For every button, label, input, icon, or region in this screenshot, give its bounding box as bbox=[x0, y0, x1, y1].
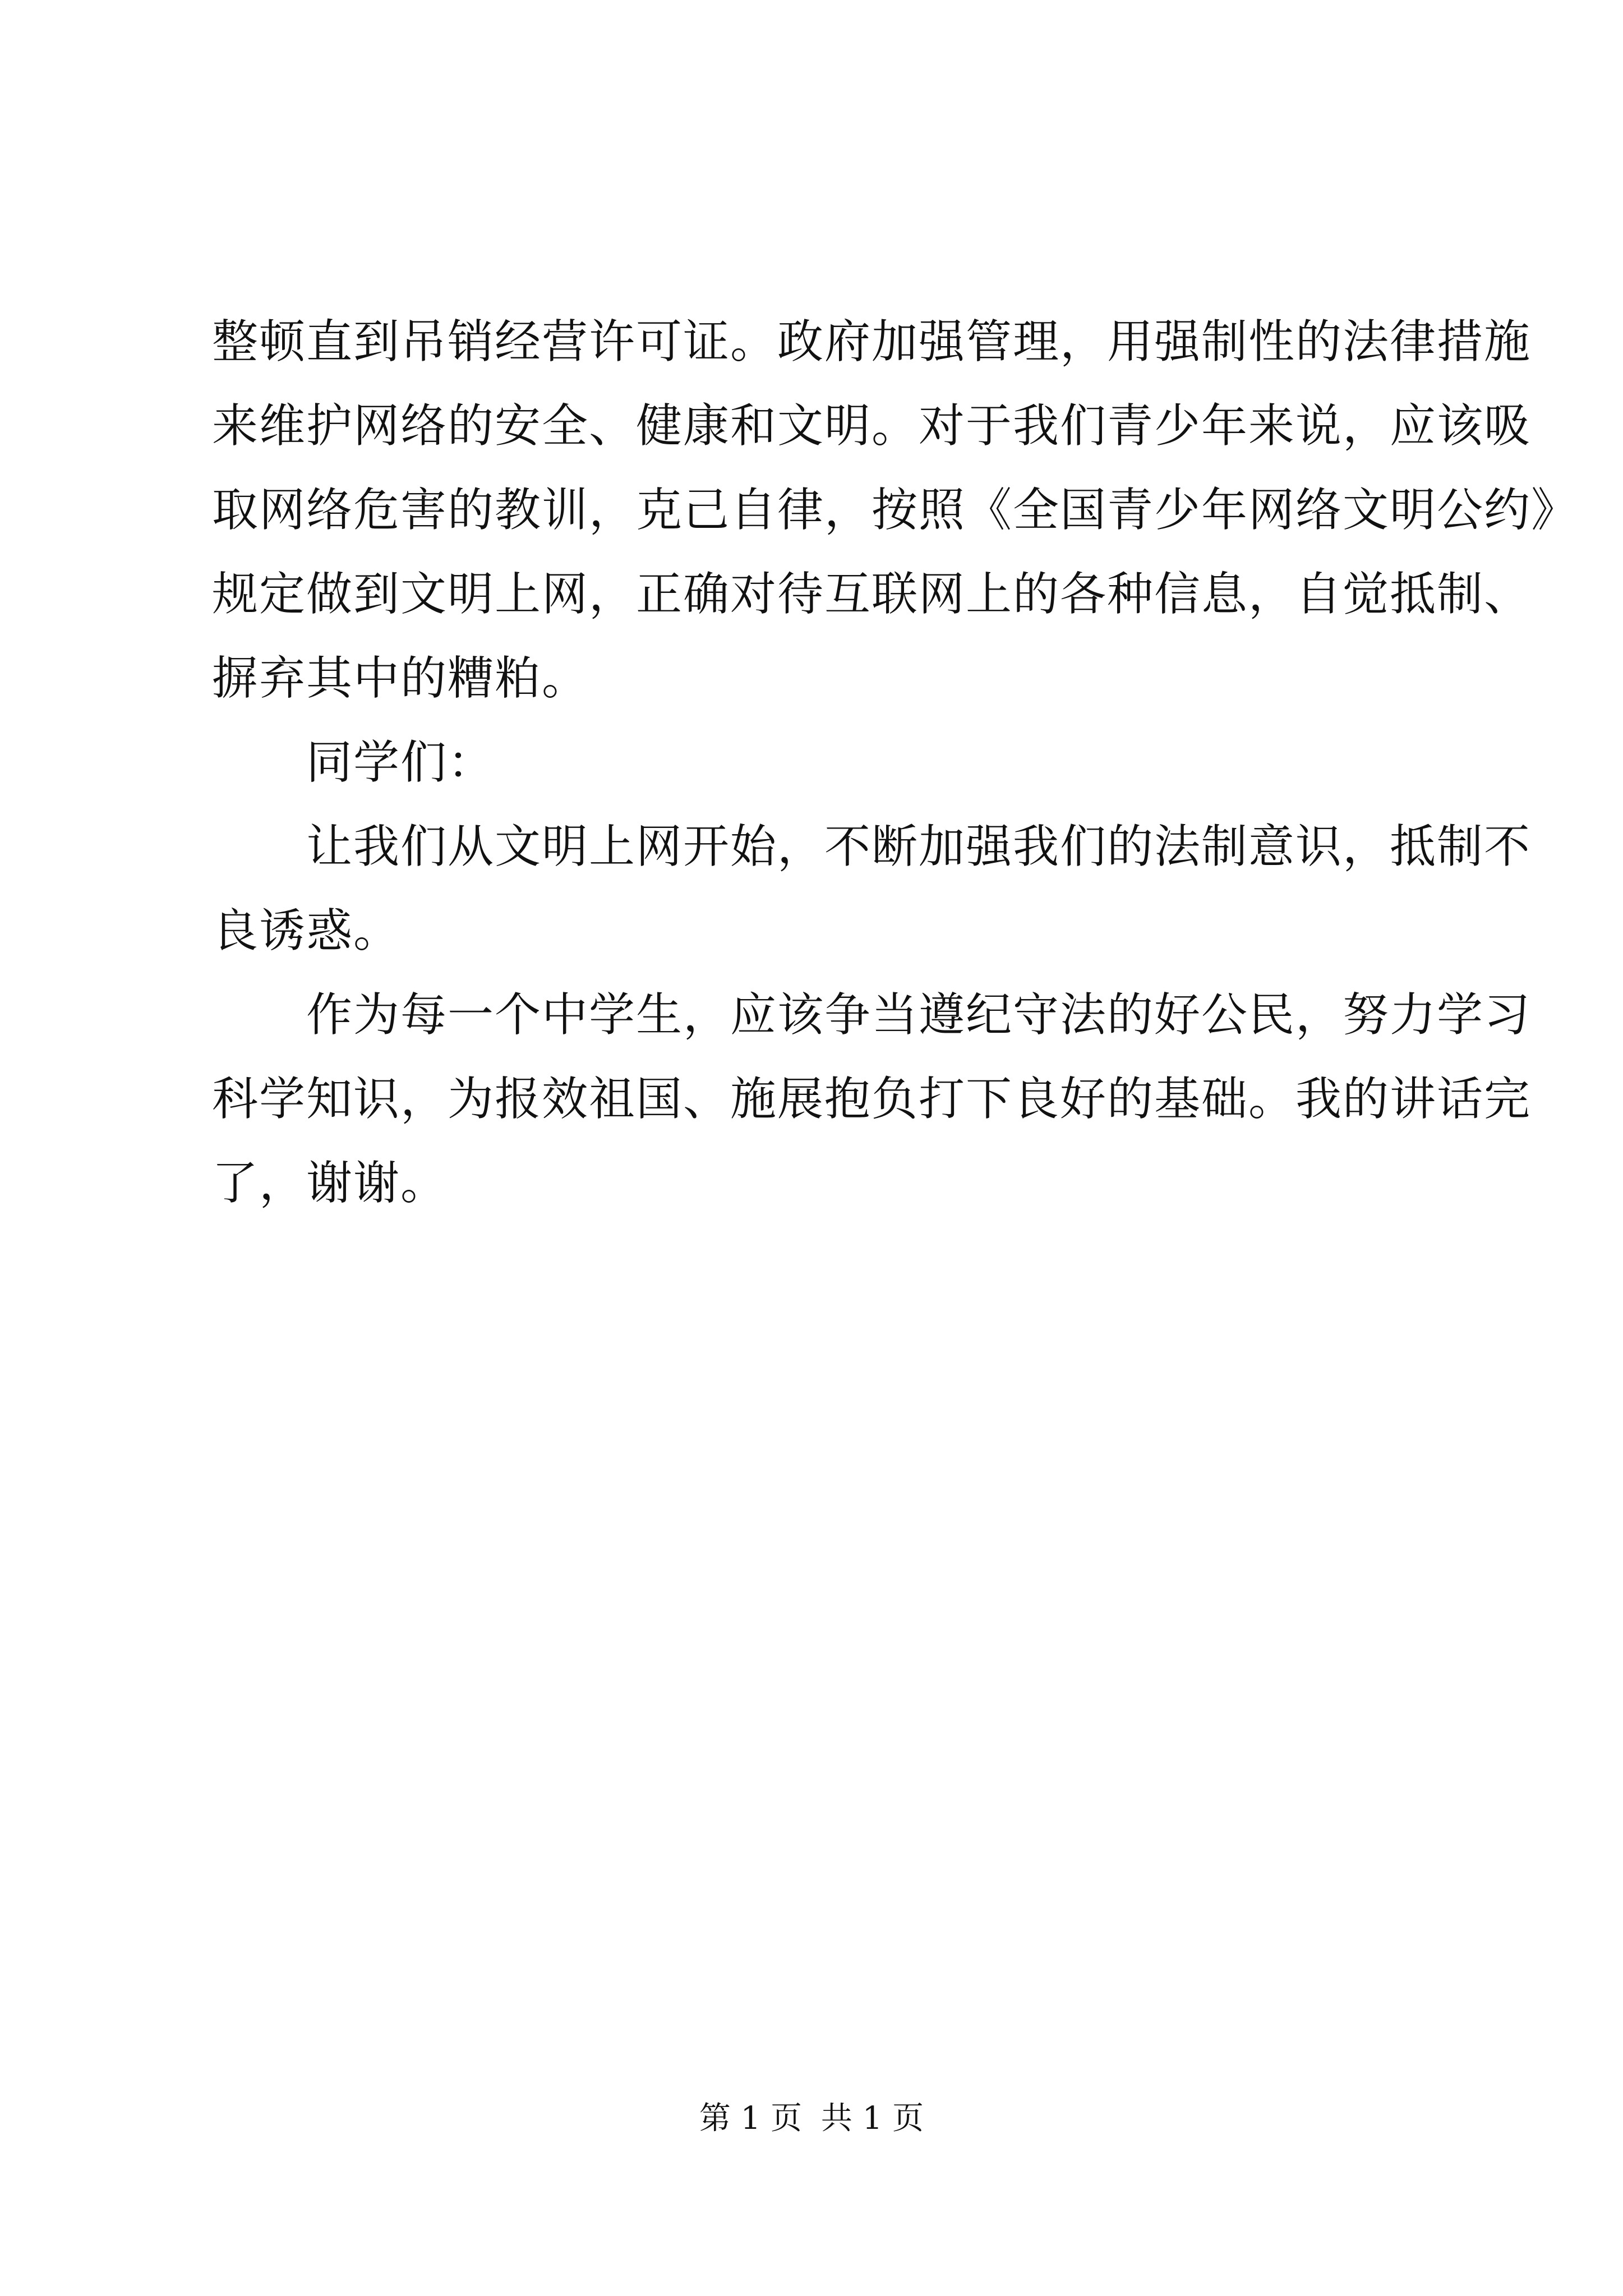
page-total: 共 1 页 bbox=[820, 2100, 924, 2137]
text-line: 了，谢谢。 bbox=[212, 1157, 448, 1210]
text-line: 来维护网络的安全、健康和文明。对于我们青少年来说，应该吸 bbox=[212, 399, 1532, 453]
page-number: 第 1 页 bbox=[699, 2100, 803, 2137]
document-body bbox=[212, 300, 1579, 1226]
text-line: 作为每一个中学生，应该争当遵纪守法的好公民，努力学习 bbox=[212, 988, 1532, 1042]
text-line: 规定做到文明上网，正确对待互联网上的各种信息，自觉抵制、 bbox=[212, 568, 1532, 621]
text-line: 摒弃其中的糟粕。 bbox=[212, 652, 589, 705]
text-line: 良诱惑。 bbox=[212, 904, 401, 958]
text-line: 同学们： bbox=[212, 736, 495, 789]
text-line: 科学知识，为报效祖国、施展抱负打下良好的基础。我的讲话完 bbox=[212, 1073, 1532, 1126]
page-footer bbox=[0, 2099, 1623, 2138]
text-line: 取网络危害的教训，克己自律，按照《全国青少年网络文明公约》 bbox=[212, 484, 1579, 537]
text-line: 整顿直到吊销经营许可证。政府加强管理，用强制性的法律措施 bbox=[212, 315, 1532, 369]
text-line: 让我们从文明上网开始，不断加强我们的法制意识，抵制不 bbox=[212, 820, 1532, 873]
